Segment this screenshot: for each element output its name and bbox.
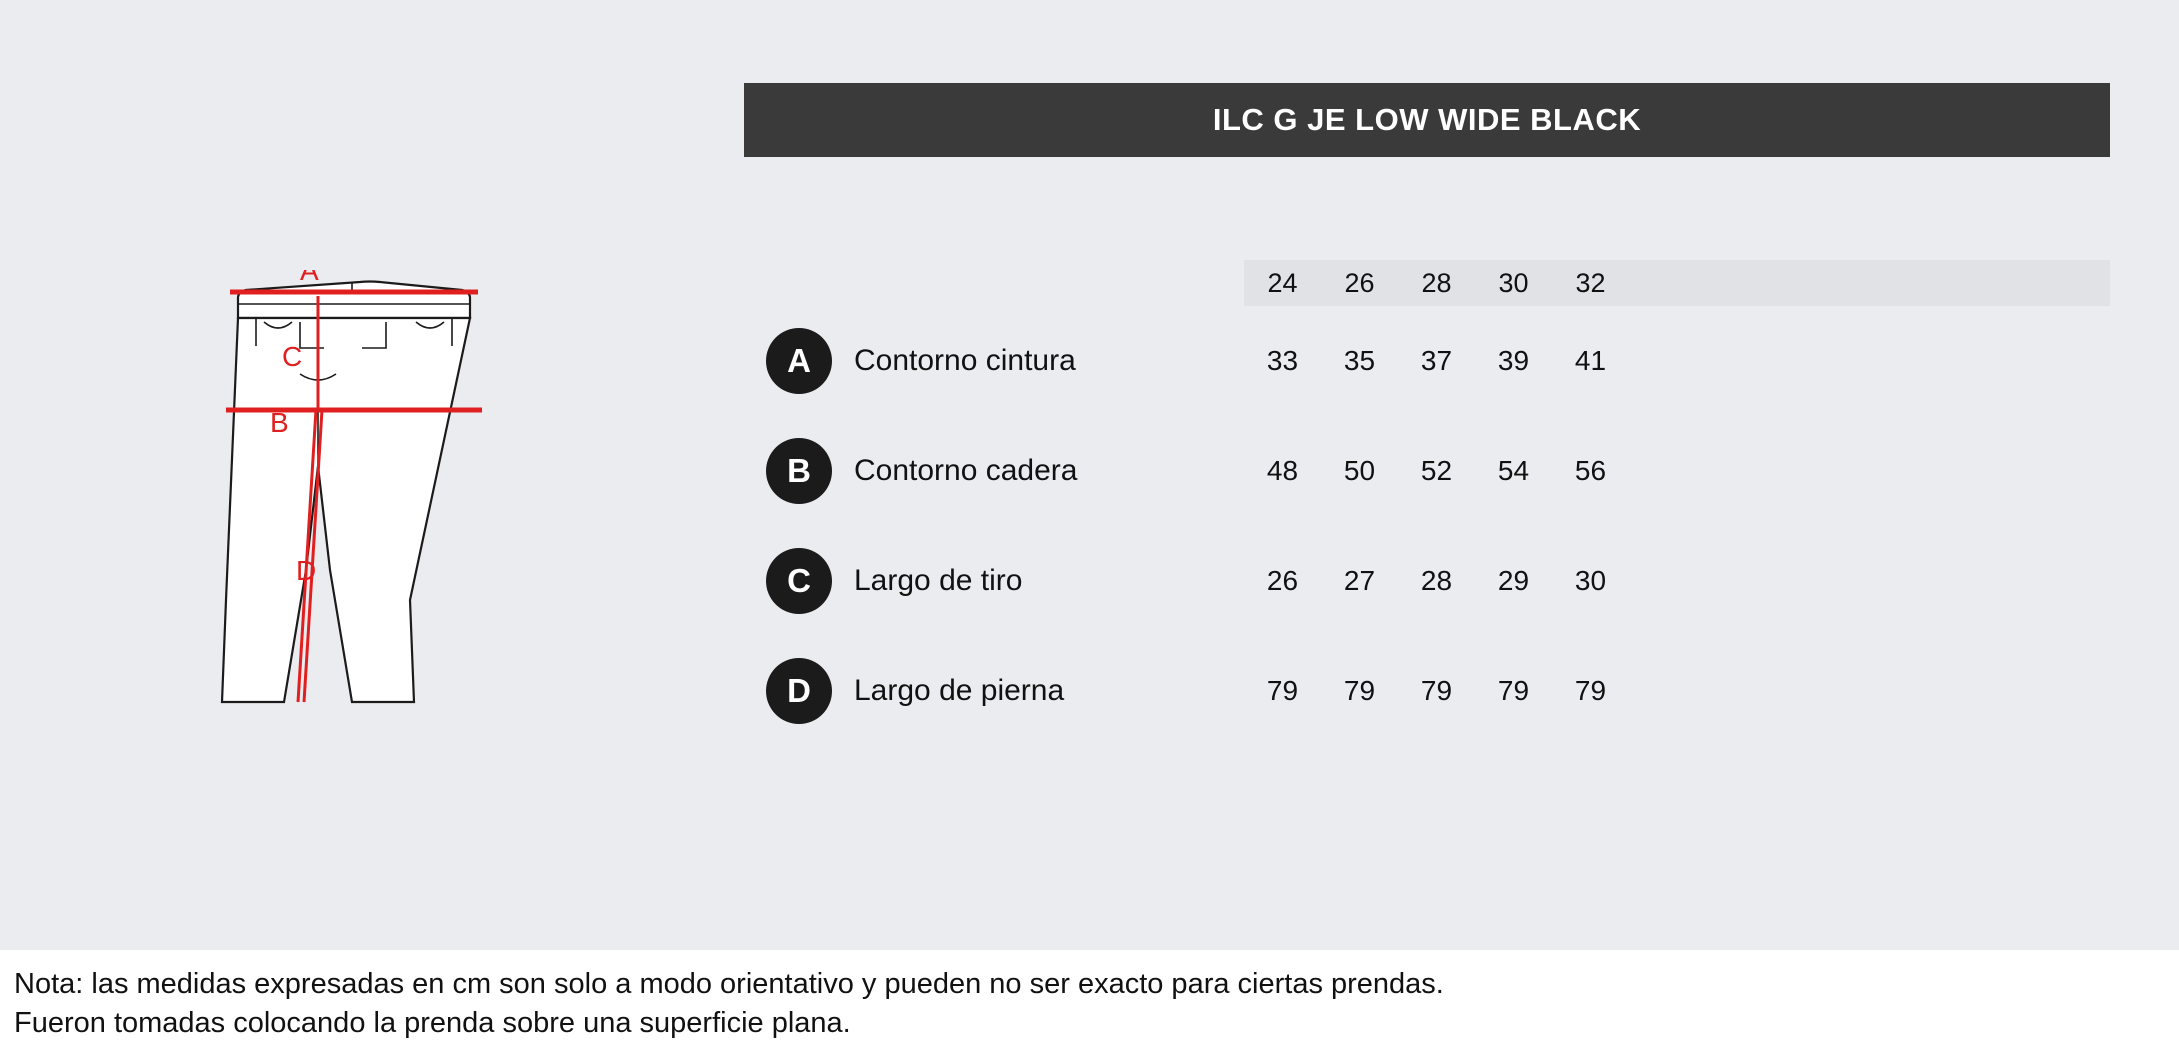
size-header-cell: 30 (1498, 267, 1529, 298)
table-row (744, 416, 2110, 526)
row-values (1244, 455, 2110, 487)
value-cell: 28 (1420, 565, 1453, 596)
pants-measurement-diagram (200, 270, 530, 800)
value-cell: 37 (1420, 345, 1453, 376)
value-cell: 26 (1266, 565, 1299, 596)
row-label: Largo de tiro (854, 564, 1023, 597)
value-cell: 50 (1343, 455, 1376, 486)
value-cell: 39 (1497, 345, 1530, 376)
value-cell: 41 (1574, 345, 1607, 376)
value-cell: 33 (1266, 345, 1299, 376)
row-badge: A (766, 328, 832, 394)
value-cell: 79 (1420, 675, 1453, 706)
row-values (1244, 345, 2110, 377)
diagram-label-a: A (300, 270, 319, 286)
table-row (744, 636, 2110, 746)
size-header-cell: 24 (1267, 267, 1298, 298)
size-header-row (1244, 260, 2110, 306)
footnote-line-2: Fueron tomadas colocando la prenda sobre una superficie plana. (14, 1006, 851, 1039)
diagram-label-b: B (270, 407, 289, 438)
value-cell: 48 (1266, 455, 1299, 486)
value-cell: 27 (1343, 565, 1376, 596)
product-title-bar (744, 83, 2110, 157)
value-cell: 56 (1574, 455, 1607, 486)
value-cell: 79 (1266, 675, 1299, 706)
table-row (744, 526, 2110, 636)
value-cell: 52 (1420, 455, 1453, 486)
row-label: Contorno cadera (854, 454, 1078, 487)
value-cell: 54 (1497, 455, 1530, 486)
row-badge: B (766, 438, 832, 504)
value-cell: 29 (1497, 565, 1530, 596)
value-cell: 79 (1574, 675, 1607, 706)
value-cell: 79 (1497, 675, 1530, 706)
diagram-label-c: C (282, 341, 303, 372)
size-header-cell: 28 (1421, 267, 1452, 298)
diagram-label-d: D (296, 555, 317, 586)
value-cell: 30 (1574, 565, 1607, 596)
value-cell: 79 (1343, 675, 1376, 706)
footnote (14, 965, 2114, 1042)
size-header-cell: 32 (1575, 267, 1606, 298)
row-badge: C (766, 548, 832, 614)
footnote-line-1: Nota: las medidas expresadas en cm son solo a modo orientativo y pueden no ser exacto para ciertas prendas. (14, 968, 1444, 1000)
size-header-cell: 26 (1344, 267, 1375, 298)
measurement-rows (744, 306, 2110, 746)
row-values (1244, 675, 2110, 707)
row-values (1244, 565, 2110, 597)
row-badge: D (766, 658, 832, 724)
row-label: Largo de pierna (854, 674, 1065, 707)
page-title: ILC G JE LOW WIDE BLACK (1212, 102, 1642, 137)
table-row (744, 306, 2110, 416)
value-cell: 35 (1343, 345, 1376, 376)
row-label: Contorno cintura (854, 344, 1076, 377)
